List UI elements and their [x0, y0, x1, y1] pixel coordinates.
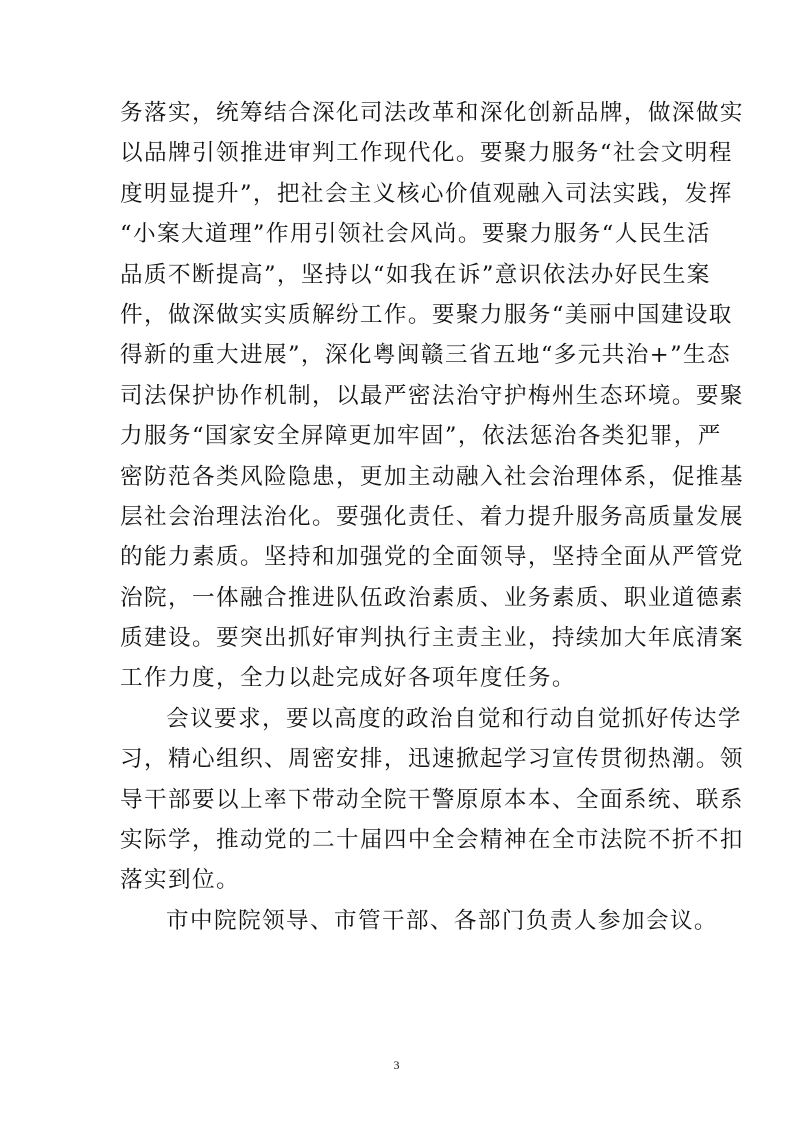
text-line: 务落实，统筹结合深化司法改革和深化创新品牌，做深做实 — [120, 100, 744, 126]
text-line: 层社会治理法治化。要强化责任、着力提升服务高质量发展 — [120, 503, 744, 530]
text-line: 市中院院领导、市管干部、各部门负责人参加会议。 — [166, 907, 718, 934]
text-line: 密防范各类风险隐患，更加主动融入社会治理体系，促推基 — [120, 463, 744, 490]
text-line: 力服务“国家安全屏障更加牢固”，依法惩治各类犯罪，严 — [120, 423, 722, 450]
text-line: 治院，一体融合推进队伍政治素质、业务素质、职业道德素 — [120, 584, 744, 611]
text-line: 以品牌引领推进审判工作现代化。要聚力服务“社会文明程 — [120, 140, 733, 167]
text-line: 品质不断提高”，坚持以“如我在诉”意识依法办好民生案 — [120, 261, 711, 288]
text-line: 工作力度，全力以赴完成好各项年度任务。 — [120, 665, 576, 692]
text-line: 会议要求，要以高度的政治自觉和行动自觉抓好传达学 — [166, 705, 742, 732]
text-line: 度明显提升”，把社会主义核心价值观融入司法实践，发挥 — [120, 180, 733, 207]
paragraph-1 — [120, 93, 744, 699]
text-line: 习，精心组织、周密安排，迅速掀起学习宣传贯彻热潮。领 — [120, 746, 744, 773]
text-line: 质建设。要突出抓好审判执行主责主业，持续加大年底清案 — [120, 625, 744, 652]
paragraph-3 — [120, 901, 718, 941]
text-line: 导干部要以上率下带动全院干警原原本本、全面系统、联系 — [120, 786, 744, 813]
text-line: 得新的重大进展”，深化粤闽赣三省五地“多元共治+”生态 — [120, 342, 732, 369]
text-line: “小案大道理”作用引领社会风尚。要聚力服务“人民生活 — [120, 221, 711, 248]
text-line: 落实到位。 — [120, 867, 240, 894]
text-line: 司法保护协作机制，以最严密法治守护梅州生态环境。要聚 — [120, 382, 744, 409]
text-line: 实际学，推动党的二十届四中全会精神在全市法院不折不扣 — [120, 827, 744, 854]
text-line: 的能力素质。坚持和加强党的全面领导，坚持全面从严管党 — [120, 544, 744, 571]
document-body — [120, 93, 744, 941]
paragraph-2 — [120, 699, 744, 901]
text-line: 件，做深做实实质解纷工作。要聚力服务“美丽中国建设取 — [120, 301, 733, 328]
page-number: 3 — [393, 1058, 400, 1072]
